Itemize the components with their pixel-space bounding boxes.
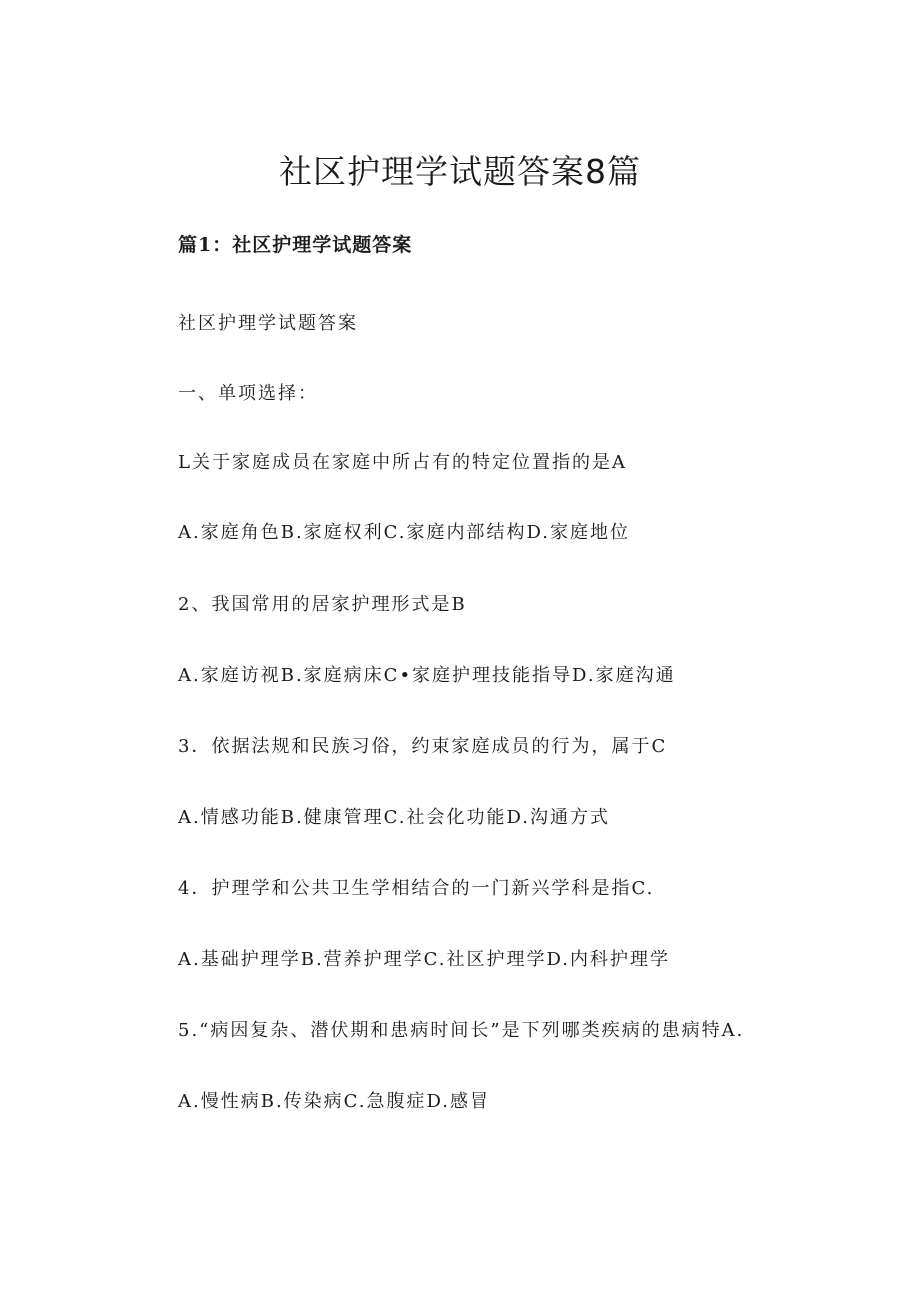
question-5: 5.“病因复杂、潜伏期和患病时间长”是下列哪类疾病的患病特A. (178, 1020, 745, 1041)
subtitle-line: 社区护理学试题答案 (178, 313, 358, 334)
question-2: 2、我国常用的居家护理形式是B (178, 594, 467, 615)
question-3: 3．依据法规和民族习俗，约束家庭成员的行为，属于C (178, 736, 668, 757)
section-label-single-choice: 一、单项选择： (178, 383, 318, 404)
question-5-options: A.慢性病B.传染病C.急腹症D.感冒 (178, 1091, 491, 1112)
question-1: L关于家庭成员在家庭中所占有的特定位置指的是A (178, 452, 627, 473)
question-4-options: A.基础护理学B.营养护理学C.社区护理学D.内科护理学 (178, 949, 671, 970)
section-heading: 篇1：社区护理学试题答案 (178, 234, 413, 256)
question-2-options: A.家庭访视B.家庭病床C•家庭护理技能指导D.家庭沟通 (178, 665, 676, 686)
document-title: 社区护理学试题答案8篇 (279, 152, 641, 191)
question-4: 4．护理学和公共卫生学相结合的一门新兴学科是指C. (178, 878, 655, 899)
question-1-options: A.家庭角色B.家庭权利C.家庭内部结构D.家庭地位 (178, 522, 631, 543)
question-3-options: A.情感功能B.健康管理C.社会化功能D.沟通方式 (178, 807, 611, 828)
